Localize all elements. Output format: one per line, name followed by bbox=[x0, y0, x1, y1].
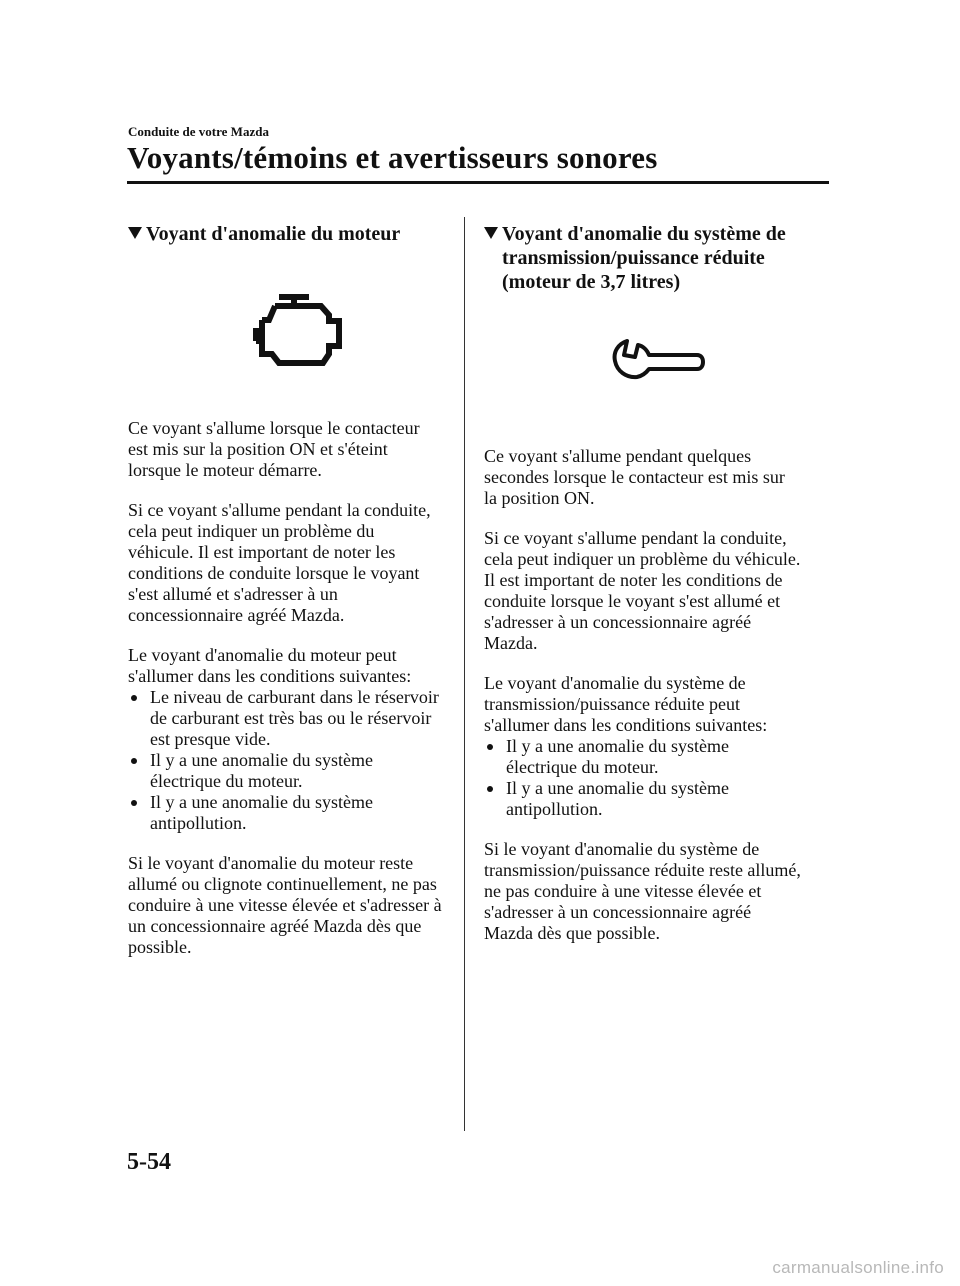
list-item: Il y a une anomalie du système électrique du moteur. bbox=[128, 750, 444, 792]
bullet-list bbox=[128, 687, 444, 834]
triangle-marker-icon bbox=[484, 227, 498, 239]
right-heading-text: Voyant d'anomalie du système de transmission/puissance réduite (moteur de 3,7 litres) bbox=[502, 223, 786, 293]
page-number: 5-54 bbox=[127, 1149, 171, 1175]
watermark: carmanualsonline.info bbox=[772, 1258, 944, 1277]
triangle-marker-icon bbox=[128, 227, 142, 239]
column-divider bbox=[464, 217, 465, 1131]
right-section-heading bbox=[484, 222, 802, 294]
wrench-icon bbox=[512, 336, 802, 386]
paragraph: Si le voyant d'anomalie du moteur reste allumé ou clignote continuellement, ne pas conduire à une vitesse élevée et s'adresser à un concessionnaire agréé Mazda dès que possible. bbox=[128, 853, 442, 957]
paragraph: Le voyant d'anomalie du moteur peut s'allumer dans les conditions suivantes: bbox=[128, 645, 412, 686]
right-column bbox=[484, 222, 802, 963]
paragraph: Si ce voyant s'allume pendant la conduite, cela peut indiquer un problème du véhicule. Il est important de noter les conditions de conduite lorsque le voyant s'est allumé et s'adresser à un concessionnaire agréé Mazda. bbox=[484, 528, 801, 653]
paragraph: Ce voyant s'allume pendant quelques secondes lorsque le contacteur est mis sur la position ON. bbox=[484, 446, 785, 508]
paragraph: Si le voyant d'anomalie du système de transmission/puissance réduite reste allumé, ne pas conduire à une vitesse élevée et s'adresser à un concessionnaire agréé Mazda dès que possible. bbox=[484, 839, 801, 943]
page-title: Voyants/témoins et avertisseurs sonores bbox=[127, 140, 658, 175]
left-heading-text: Voyant d'anomalie du moteur bbox=[146, 223, 401, 245]
paragraph: Si ce voyant s'allume pendant la conduite, cela peut indiquer un problème du véhicule. Il est important de noter les conditions de conduite lorsque le voyant s'est allumé et s'adresser à un concessionnaire agréé Mazda. bbox=[128, 500, 431, 625]
bullet-list bbox=[484, 736, 802, 820]
section-label: Conduite de votre Mazda bbox=[128, 124, 269, 139]
list-item: Il y a une anomalie du système électrique du moteur. bbox=[484, 736, 802, 778]
list-item: Il y a une anomalie du système antipollution. bbox=[128, 792, 444, 834]
list-item: Il y a une anomalie du système antipollution. bbox=[484, 778, 802, 820]
paragraph: Ce voyant s'allume lorsque le contacteur est mis sur la position ON et s'éteint lorsque le moteur démarre. bbox=[128, 418, 420, 480]
list-item: Le niveau de carburant dans le réservoir de carburant est très bas ou le réservoir est presque vide. bbox=[128, 687, 444, 750]
check-engine-icon bbox=[152, 292, 444, 370]
left-column bbox=[128, 222, 444, 977]
left-section-heading bbox=[128, 222, 444, 246]
paragraph: Le voyant d'anomalie du système de transmission/puissance réduite peut s'allumer dans les conditions suivantes: bbox=[484, 673, 768, 735]
header-rule bbox=[127, 181, 829, 184]
